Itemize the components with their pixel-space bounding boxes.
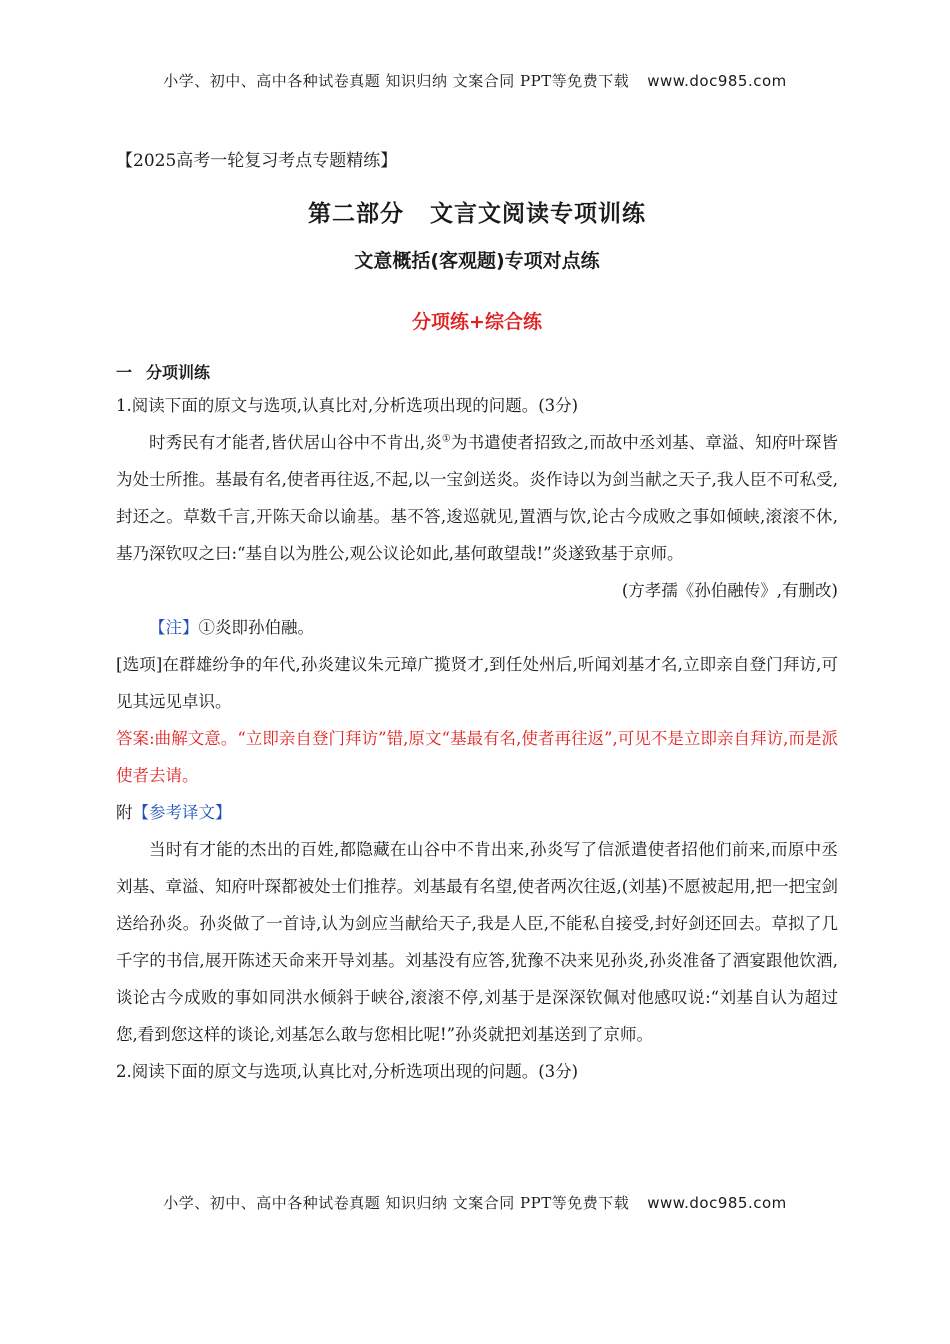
question-2-prompt: 2.阅读下面的原文与选项,认真比对,分析选项出现的问题。(3分)	[116, 1062, 579, 1081]
page-header	[0, 70, 950, 91]
header-site-link[interactable]: www.doc985.com	[647, 72, 787, 90]
footnote-marker: ①	[441, 433, 451, 445]
question-1-answer: 答案:曲解文意。“立即亲自登门拜访”错,原文“基最有名,使者再往返”,可见不是立即亲自拜访,而是派使者去请。	[116, 729, 838, 785]
page-subtitle: 文意概括(客观题)专项对点练	[354, 250, 600, 272]
page-title	[116, 195, 838, 228]
section-number: 一	[116, 363, 133, 382]
passage-source: (方孝孺《孙伯融传》,有删改)	[621, 581, 838, 600]
passage-part-a: 时秀民有才能者,皆伏居山谷中不肯出,炎	[149, 433, 442, 452]
footnote	[116, 609, 838, 646]
reference-prefix: 附	[116, 803, 133, 822]
title-main: 文言文阅读专项训练	[430, 201, 646, 227]
footer-text: 小学、初中、高中各种试卷真题 知识归纳 文案合同 PPT等免费下载	[163, 1194, 630, 1212]
question-1-option: [选项]在群雄纷争的年代,孙炎建议朱元璋广揽贤才,到任处州后,听闻刘基才名,立即亲自登门拜访,可见其远见卓识。	[116, 655, 838, 711]
section-label: 分项训练	[146, 363, 211, 382]
reference-label: 【参考译文】	[132, 803, 232, 822]
practice-type-title: 分项练+综合练	[412, 311, 542, 333]
header-text: 小学、初中、高中各种试卷真题 知识归纳 文案合同 PPT等免费下载	[163, 72, 630, 90]
series-tag: 【2025高考一轮复习考点专题精练】	[116, 151, 398, 171]
title-part: 第二部分	[308, 201, 404, 227]
footer-site-link[interactable]: www.doc985.com	[647, 1194, 787, 1212]
footnote-text: ①炎即孙伯融。	[198, 618, 314, 637]
passage-part-b: 为书遣使者招致之,而故中丞刘基、章溢、知府叶琛皆为处士所推。基最有名,使者再往返,不起,以一宝剑送炎。炎作诗以为剑当献之天子,我人臣不可私受,封还之。草数千言,开陈天命以谕基。基不答,逡巡就见,置酒与饮,论古今成败之事如倾峡,滚滚不休,基乃深钦叹之曰:“基自以为胜公,观公议论如此,基何敢望哉!”炎遂致基于京师。	[116, 433, 839, 563]
question-1-passage	[116, 424, 838, 572]
question-1-prompt: 1.阅读下面的原文与选项,认真比对,分析选项出现的问题。(3分)	[116, 396, 579, 415]
section-heading	[116, 360, 838, 383]
document-body	[116, 140, 838, 1090]
reference-translation-heading	[116, 794, 838, 831]
footnote-label: 【注】	[149, 618, 199, 637]
reference-translation: 当时有才能的杰出的百姓,都隐藏在山谷中不肯出来,孙炎写了信派遣使者招他们前来,而原中丞刘基、章溢、知府叶琛都被处士们推荐。刘基最有名望,使者两次往返,(刘基)不愿被起用,把一把宝剑送给孙炎。孙炎做了一首诗,认为剑应当献给天子,我是人臣,不能私自接受,封好剑还回去。草拟了几千字的书信,展开陈述天命来开导刘基。刘基没有应答,犹豫不决来见孙炎,孙炎准备了酒宴跟他饮酒,谈论古今成败的事如同洪水倾斜于峡谷,滚滚不停,刘基于是深深钦佩对他感叹说:“刘基自认为超过您,看到您这样的谈论,刘基怎么敢与您相比呢!”孙炎就把刘基送到了京师。	[116, 840, 838, 1044]
page-footer	[0, 1192, 950, 1213]
